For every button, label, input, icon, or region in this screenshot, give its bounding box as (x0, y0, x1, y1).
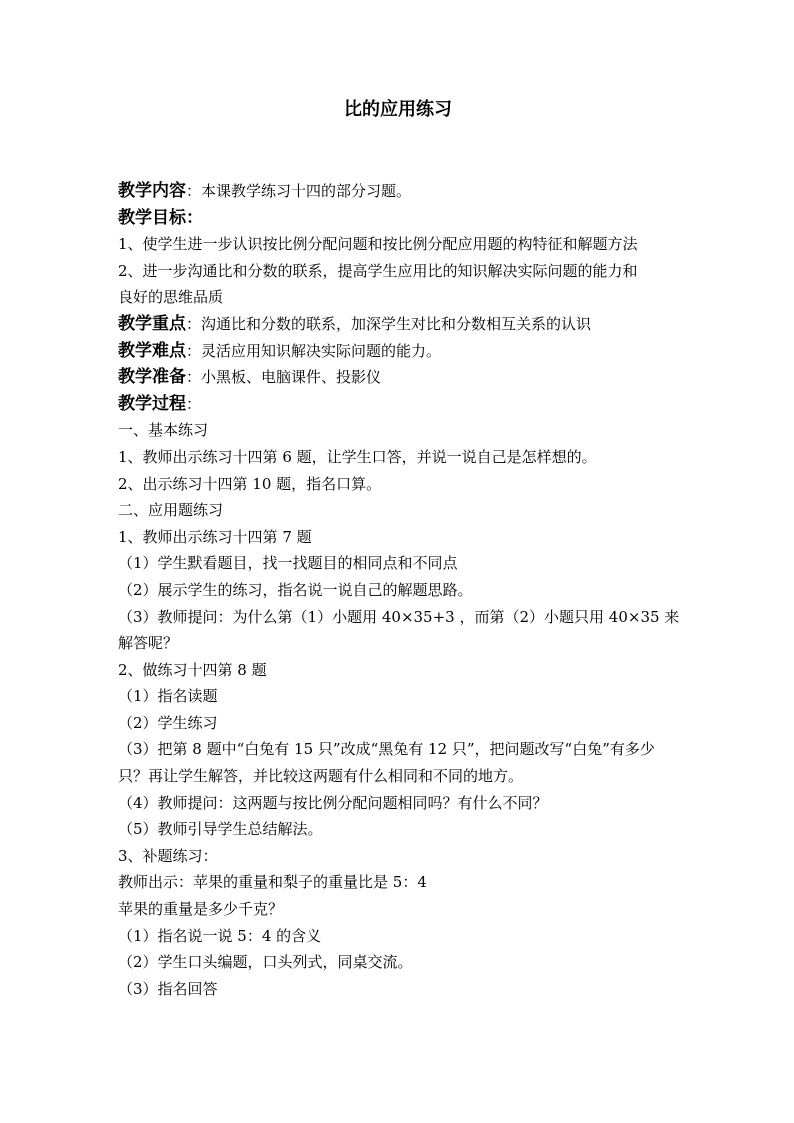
goal-item-2b: 良好的思维品质 (118, 288, 224, 307)
difficulty-colon: ： (186, 341, 202, 360)
section2-item-1: 1、教师出示练习十四第 7 题 (118, 527, 312, 546)
section2-item-3-1: （1）指名说一说 5：4 的含义 (118, 926, 322, 945)
section1-heading: 一、基本练习 (118, 421, 209, 440)
teaching-content-line (118, 178, 688, 205)
section2-item-2-3b: 只？再让学生解答，并比较这两题有什么相同和不同的地方。 (118, 767, 524, 786)
difficulty-label: 教学难点 (118, 340, 186, 361)
section2-item-2-1: （1）指名读题 (118, 687, 218, 706)
teaching-content-label: 教学内容 (118, 181, 186, 201)
section2-item-1-3b: 解答呢？ (118, 634, 179, 653)
teaching-content-colon: ： (186, 182, 202, 200)
key-point-label: 教学重点 (118, 313, 186, 334)
prep-line (118, 364, 688, 391)
section2-item-2-3a: （3）把第 8 题中“白兔有 15 只”改成“黑兔有 12 只”，把问题改写“白兔”有多少 (118, 740, 655, 759)
document-body (118, 178, 688, 1002)
section2-item-2-2: （2）学生练习 (118, 713, 218, 732)
teaching-content-text: 本课教学练习十四的部分习题。 (201, 182, 412, 200)
section2-item-1-2: （2）展示学生的练习，指名说一说自己的解题思路。 (118, 580, 473, 599)
prep-text: 小黑板、电脑课件、投影仪 (201, 368, 382, 387)
section2-item-2-4: （4）教师提问：这两题与按比例分配问题相同吗？有什么不同？ (118, 793, 548, 812)
process-line (118, 391, 688, 418)
key-point-text: 沟通比和分数的联系，加深学生对比和分数相互关系的认识 (201, 314, 592, 333)
section2-item-2: 2、做练习十四第 8 题 (118, 660, 267, 679)
process-colon: ： (186, 394, 202, 413)
key-point-line (118, 311, 688, 338)
section2-item-3-2: （2）学生口头编题，口头列式，同桌交流。 (118, 953, 413, 972)
section2-heading: 二、应用题练习 (118, 501, 224, 520)
prep-colon: ： (186, 368, 202, 387)
goal-item-2a: 2、进一步沟通比和分数的联系，提高学生应用比的知识解决实际问题的能力和 (118, 261, 638, 280)
section1-item-1: 1、教师出示练习十四第 6 题，让学生口答，并说一说自己是怎样想的。 (118, 447, 597, 466)
section2-item-3a: 教师出示：苹果的重量和梨子的重量比是 5：4 (118, 873, 427, 892)
teaching-goals-line (118, 205, 688, 232)
section1-item-2: 2、出示练习十四第 10 题，指名口算。 (118, 474, 382, 493)
goal-item-1: 1、使学生进一步认识按比例分配问题和按比例分配应用题的构特征和解题方法 (118, 235, 638, 254)
prep-label: 教学准备 (118, 367, 186, 388)
section2-item-2-5: （5）教师引导学生总结解法。 (118, 820, 323, 839)
process-label: 教学过程 (118, 393, 186, 414)
key-point-colon: ： (186, 314, 202, 333)
difficulty-text: 灵活应用知识解决实际问题的能力。 (201, 341, 442, 360)
section2-item-1-1: （1）学生默看题目，找一找题目的相同点和不同点 (118, 554, 458, 573)
section2-item-3-3: （3）指名回答 (118, 979, 218, 998)
section2-item-3b: 苹果的重量是多少千克？ (118, 900, 284, 919)
difficulty-line (118, 338, 688, 365)
section2-item-3: 3、补题练习： (118, 846, 218, 865)
document-title: 比的应用练习 (344, 99, 452, 120)
teaching-goals-colon: ： (186, 207, 203, 228)
section2-item-1-3a: （3）教师提问：为什么第（1）小题用 40×35+3 ，而第（2）小题只用 40×35 来 (118, 607, 680, 626)
teaching-goals-label: 教学目标 (118, 207, 186, 228)
